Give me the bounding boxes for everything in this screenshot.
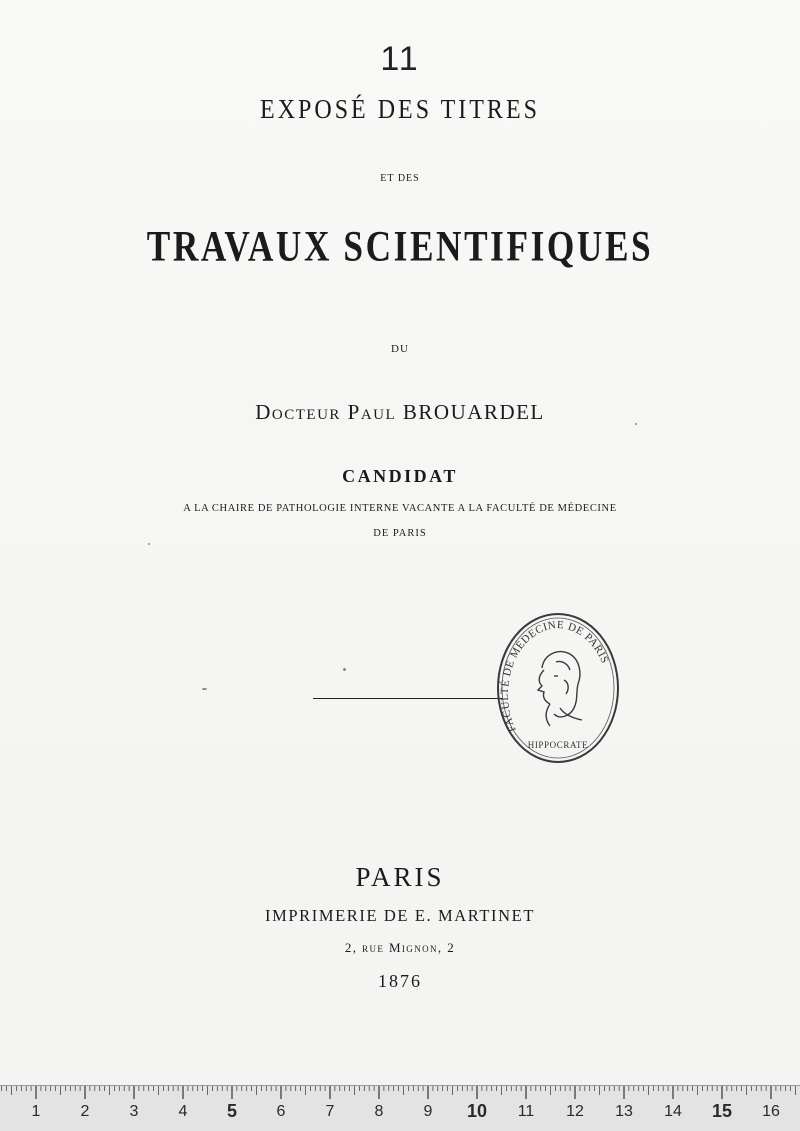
imprint-printer: IMPRIMERIE DE E. MARTINET: [265, 906, 535, 925]
candidacy-line-1: A LA CHAIRE DE PATHOLOGIE INTERNE VACANTE A LA FACULTÉ DE MÉDECINE: [183, 503, 617, 514]
title-line-2: ET DES: [380, 173, 420, 184]
paper-speck: [635, 423, 637, 425]
ruler-label: 14: [664, 1103, 682, 1120]
ruler-label: 2: [80, 1103, 90, 1120]
stamp-text-bottom: HIPPOCRATE: [527, 740, 589, 750]
main-title: TRAVAUX SCIENTIFIQUES: [146, 221, 654, 271]
ruler-label: 3: [129, 1103, 139, 1120]
separator-rule: [313, 698, 503, 699]
ruler-label: 12: [566, 1103, 584, 1120]
ruler-label: 15: [711, 1101, 733, 1121]
ruler-label: 9: [423, 1103, 433, 1120]
ruler-label: 11: [517, 1103, 535, 1120]
author-line: [0, 400, 800, 425]
author-prefix: Docteur Paul: [255, 400, 397, 424]
shelfmark: 11: [380, 40, 420, 78]
hippocrates-portrait-icon: [538, 652, 582, 726]
imprint-address: 2, rue Mignon, 2: [344, 940, 456, 955]
author-surname: BROUARDEL: [402, 400, 545, 424]
ruler-label: 13: [615, 1103, 633, 1120]
paper-speck: [202, 688, 207, 690]
candidacy-heading: CANDIDAT: [342, 466, 458, 486]
title-line-1: EXPOSÉ DES TITRES: [260, 94, 540, 125]
stamp-text-top: FACULTÉ DE MÉDECINE DE PARIS: [498, 619, 611, 734]
paper-speck: [343, 668, 346, 671]
title-line-4: DU: [391, 343, 409, 355]
imprint-year: 1876: [378, 971, 422, 991]
ruler-label: 10: [466, 1101, 488, 1121]
ruler-label: 7: [325, 1103, 335, 1120]
ruler-label: 6: [276, 1103, 286, 1120]
measuring-ruler: [0, 1085, 800, 1131]
imprint-city: PARIS: [355, 862, 445, 892]
candidacy-line-2: DE PARIS: [373, 528, 427, 539]
ruler-label: 8: [374, 1103, 384, 1120]
ruler-label: 4: [178, 1103, 188, 1120]
paper-speck: [148, 543, 150, 545]
ruler-label: 5: [226, 1101, 238, 1121]
ruler-label: 1: [31, 1103, 41, 1120]
ruler-label: 16: [762, 1103, 780, 1120]
library-stamp: [494, 610, 622, 766]
